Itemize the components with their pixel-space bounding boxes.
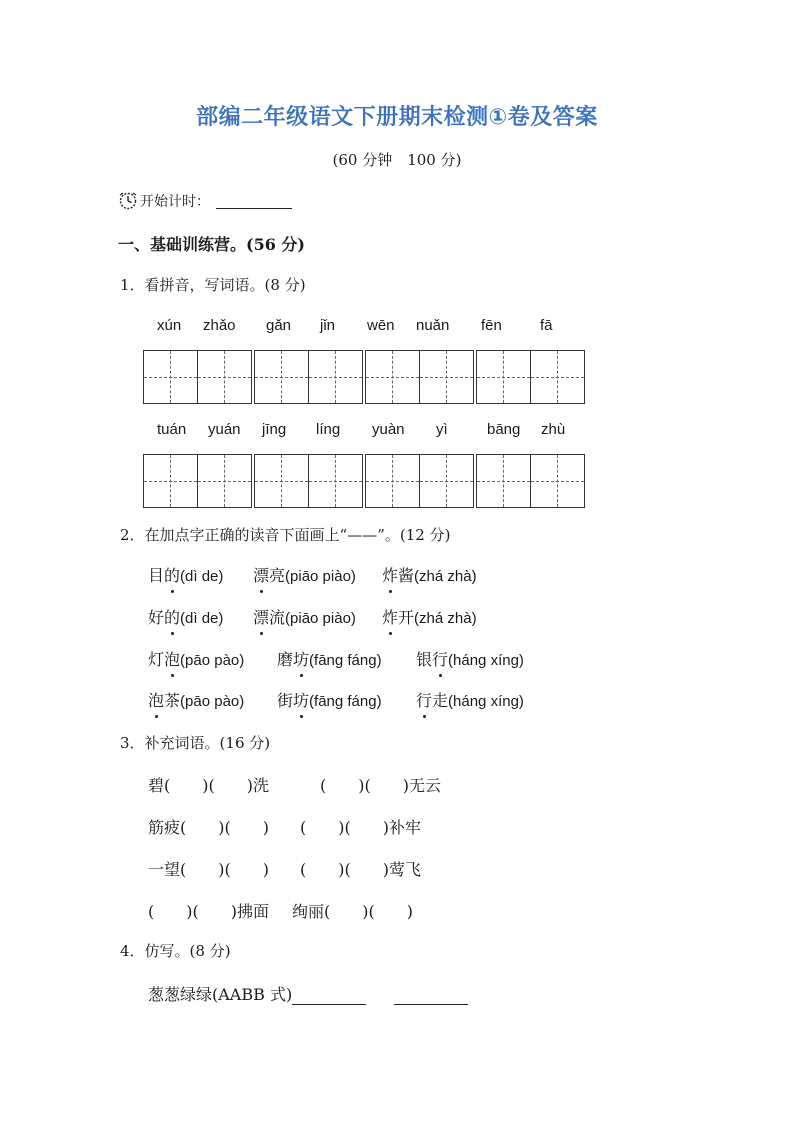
pinyin: líng: [316, 421, 341, 438]
pinyin: zhǎo: [203, 317, 236, 334]
pinyin-row-1: [0, 317, 794, 337]
pinyin-options: (pāo pào): [180, 652, 245, 669]
dotted-character: 坊: [293, 647, 309, 670]
pinyin-options: (pāo pào): [180, 693, 245, 710]
writing-grid-row-1: [143, 350, 585, 404]
writing-box[interactable]: [254, 454, 363, 508]
question-4-title: 4．仿写。(8 分): [120, 942, 231, 960]
idiom-row: [148, 899, 548, 921]
dotted-character: 坊: [293, 688, 309, 711]
idiom-blank[interactable]: 碧( )( )洗: [148, 776, 269, 795]
pinyin-row-2: [0, 421, 794, 441]
writing-box[interactable]: [254, 350, 363, 404]
clock-icon: [118, 191, 138, 211]
pinyin: jīng: [262, 421, 287, 438]
word-character: 磨: [277, 650, 294, 669]
pinyin-options: (háng xíng): [448, 652, 524, 669]
writing-box[interactable]: [143, 454, 252, 508]
pinyin-options: (piāo piào): [285, 568, 356, 585]
pinyin: fā: [540, 317, 553, 334]
word-character: 开: [398, 608, 415, 627]
pinyin-options: (háng xíng): [448, 693, 524, 710]
dotted-character: 泡: [164, 647, 180, 670]
word-character: 好: [148, 608, 165, 627]
idiom-blank[interactable]: 绚丽( )( ): [292, 902, 413, 921]
writing-grid-row-2: [143, 454, 585, 508]
dotted-character: 的: [164, 563, 180, 586]
word-character: 酱: [398, 566, 415, 585]
timer-label: 开始计时：: [140, 194, 210, 210]
pinyin: xún: [157, 317, 182, 334]
pinyin-options: (fāng fáng): [309, 652, 382, 669]
pronunciation-item[interactable]: [382, 563, 477, 586]
word-character: 目: [148, 566, 165, 585]
pinyin: jǐn: [320, 317, 336, 334]
pinyin-options: (zhá zhà): [414, 610, 477, 627]
pinyin-options: (dì de): [180, 610, 224, 627]
exam-duration-score: (60 分钟 100 分): [332, 151, 462, 169]
pronunciation-item[interactable]: [253, 605, 356, 628]
pronunciation-row: [0, 647, 794, 671]
pronunciation-row: [0, 688, 794, 712]
pronunciation-item[interactable]: [148, 563, 223, 586]
pinyin: yuàn: [372, 421, 405, 438]
idiom-row: [148, 815, 548, 837]
imitation-example: 葱葱绿绿(AABB 式): [148, 985, 293, 1004]
dotted-character: 炸: [382, 563, 398, 586]
pronunciation-item[interactable]: [277, 647, 382, 670]
pronunciation-item[interactable]: [148, 605, 223, 628]
pinyin: yì: [436, 421, 448, 438]
pronunciation-item[interactable]: [416, 647, 524, 670]
idiom-blank[interactable]: ( )( )补牢: [300, 818, 421, 837]
question-3-title: 3．补充词语。(16 分): [120, 734, 271, 752]
answer-blank[interactable]: [292, 989, 366, 1005]
page-title: 部编二年级语文下册期末检测①卷及答案: [196, 105, 598, 130]
dotted-character: 漂: [253, 605, 269, 628]
pinyin-options: (dì de): [180, 568, 224, 585]
pronunciation-item[interactable]: [277, 688, 382, 711]
dotted-character: 的: [164, 605, 180, 628]
idiom-blank[interactable]: 筋疲( )( ): [148, 818, 269, 837]
section-basic-training: 一、基础训练营。(56 分): [118, 235, 305, 254]
pinyin: wēn: [367, 317, 395, 334]
dotted-character: 炸: [382, 605, 398, 628]
answer-blank[interactable]: [394, 989, 468, 1005]
pinyin: bāng: [487, 421, 521, 438]
pronunciation-item[interactable]: [148, 688, 244, 711]
pronunciation-row: [0, 563, 794, 587]
idiom-blank[interactable]: ( )( )拂面: [148, 902, 269, 921]
dotted-character: 泡: [148, 688, 164, 711]
imitation-row: [148, 982, 468, 1005]
pinyin-options: (piāo piào): [285, 610, 356, 627]
dotted-character: 漂: [253, 563, 269, 586]
idiom-row: [148, 773, 548, 795]
pinyin: yuán: [208, 421, 241, 438]
pinyin-options: (fāng fáng): [309, 693, 382, 710]
writing-box[interactable]: [365, 454, 474, 508]
word-character: 茶: [164, 691, 181, 710]
question-2-title: 2．在加点字正确的读音下面画上“——”。(12 分): [120, 526, 451, 544]
pinyin: zhù: [541, 421, 566, 438]
writing-box[interactable]: [476, 454, 585, 508]
word-character: 街: [277, 691, 294, 710]
word-character: 亮: [269, 566, 286, 585]
pinyin: fēn: [481, 317, 502, 334]
pinyin: tuán: [157, 421, 187, 438]
timer-blank[interactable]: [216, 194, 292, 209]
idiom-blank[interactable]: 一望( )( ): [148, 860, 269, 879]
pronunciation-item[interactable]: [148, 647, 244, 670]
pinyin-options: (zhá zhà): [414, 568, 477, 585]
word-character: 银: [416, 650, 433, 669]
word-character: 走: [432, 691, 449, 710]
pinyin: gǎn: [266, 317, 292, 334]
dotted-character: 行: [432, 647, 448, 670]
pronunciation-item[interactable]: [253, 563, 356, 586]
pronunciation-row: [0, 605, 794, 629]
idiom-blank[interactable]: ( )( )无云: [320, 776, 441, 795]
word-character: 灯: [148, 650, 165, 669]
writing-box[interactable]: [476, 350, 585, 404]
word-character: 流: [269, 608, 286, 627]
pronunciation-item[interactable]: [382, 605, 477, 628]
pinyin: nuǎn: [416, 317, 450, 334]
pronunciation-item[interactable]: [416, 688, 524, 711]
start-timer: [118, 191, 292, 211]
writing-box[interactable]: [143, 350, 252, 404]
writing-box[interactable]: [365, 350, 474, 404]
question-1-title: 1．看拼音，写词语。(8 分): [120, 276, 306, 294]
dotted-character: 行: [416, 688, 432, 711]
idiom-blank[interactable]: ( )( )莺飞: [300, 860, 421, 879]
idiom-row: [148, 857, 548, 879]
